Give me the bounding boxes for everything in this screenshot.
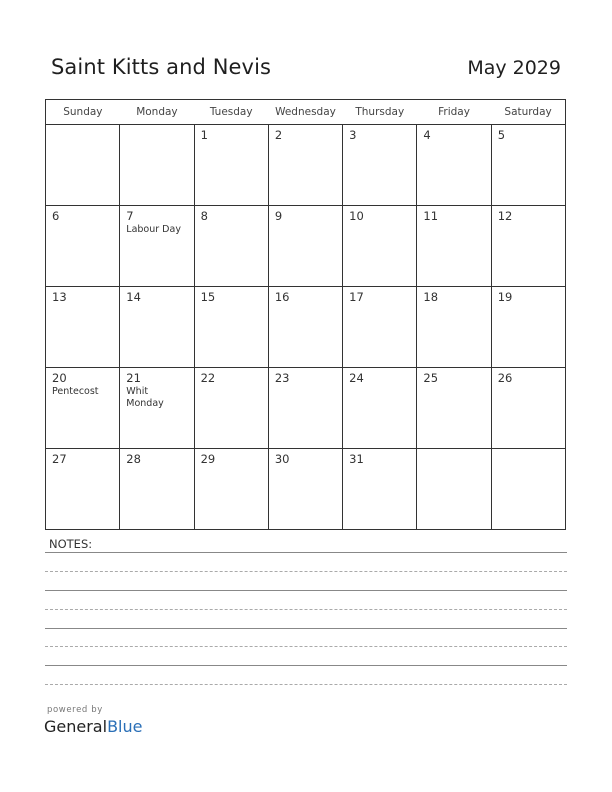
month-year-title: May 2029 [467, 57, 561, 79]
day-number: 19 [497, 290, 513, 304]
day-number: 12 [497, 209, 513, 223]
day-cell [268, 287, 342, 368]
day-number: 25 [423, 371, 439, 385]
holiday-label: Whit Monday [126, 386, 164, 409]
brand-blue: Blue [107, 717, 143, 736]
week-row [46, 206, 566, 287]
day-cell [417, 287, 491, 368]
day-cell [46, 206, 120, 287]
day-cell [491, 368, 565, 449]
day-number: 10 [349, 209, 364, 223]
day-cell [417, 449, 491, 530]
calendar-grid [45, 99, 566, 530]
day-number: 7 [126, 209, 134, 223]
day-number: 29 [200, 452, 216, 466]
day-number: 22 [200, 371, 216, 385]
holiday-label: Labour Day [126, 224, 181, 235]
weekday-saturday: Saturday [491, 100, 565, 125]
day-cell [343, 287, 417, 368]
day-number: 8 [200, 209, 208, 223]
day-number: 17 [349, 290, 364, 304]
day-cell [46, 125, 120, 206]
day-number: 28 [126, 452, 141, 466]
day-cell [343, 206, 417, 287]
holiday-label: Pentecost [52, 386, 99, 397]
day-cell [120, 368, 194, 449]
weekday-sunday: Sunday [46, 100, 120, 125]
day-cell [194, 287, 268, 368]
notes-line [45, 590, 567, 591]
day-cell [194, 368, 268, 449]
notes-line [45, 552, 567, 553]
day-number: 21 [126, 371, 141, 385]
day-cell [46, 368, 120, 449]
weekday-thursday: Thursday [343, 100, 417, 125]
day-number: 5 [497, 128, 506, 142]
day-number: 1 [200, 128, 208, 142]
week-row [46, 449, 566, 530]
weekday-wednesday: Wednesday [268, 100, 342, 125]
day-cell [343, 449, 417, 530]
brand-general: General [44, 717, 108, 736]
day-number: 20 [52, 371, 67, 385]
day-cell [343, 368, 417, 449]
day-cell [120, 449, 194, 530]
week-row [46, 287, 566, 368]
day-number: 6 [52, 209, 60, 223]
day-cell [46, 287, 120, 368]
day-cell [268, 206, 342, 287]
notes-line [45, 571, 567, 572]
day-cell [417, 125, 491, 206]
week-row [46, 125, 566, 206]
notes-label: NOTES: [49, 537, 93, 551]
day-cell [417, 368, 491, 449]
day-number: 30 [274, 452, 290, 466]
notes-line [45, 684, 567, 685]
day-cell [491, 125, 565, 206]
day-number: 16 [274, 290, 290, 304]
day-cell [491, 449, 565, 530]
day-cell [268, 125, 342, 206]
notes-line [45, 665, 567, 666]
day-cell [120, 125, 194, 206]
day-number: 27 [52, 452, 67, 466]
day-number: 11 [423, 209, 439, 223]
country-title: Saint Kitts and Nevis [51, 55, 272, 79]
day-cell [120, 206, 194, 287]
day-number: 26 [497, 371, 513, 385]
notes-line [45, 609, 567, 610]
week-row [46, 368, 566, 449]
day-cell [46, 449, 120, 530]
day-number: 18 [423, 290, 439, 304]
day-number: 24 [349, 371, 364, 385]
powered-by-text: powered by [47, 705, 103, 715]
notes-line [45, 646, 567, 647]
day-cell [268, 449, 342, 530]
day-cell [491, 287, 565, 368]
day-number: 13 [52, 290, 67, 304]
day-number: 15 [200, 290, 216, 304]
day-cell [194, 125, 268, 206]
day-cell [417, 206, 491, 287]
day-cell [268, 368, 342, 449]
day-number: 4 [423, 128, 431, 142]
day-number: 14 [126, 290, 141, 304]
weekday-friday: Friday [417, 100, 491, 125]
generalblue-logo [44, 717, 142, 736]
day-cell [194, 206, 268, 287]
day-cell [194, 449, 268, 530]
notes-line [45, 628, 567, 629]
day-number: 31 [349, 452, 364, 466]
day-cell [120, 287, 194, 368]
day-number: 2 [274, 128, 283, 142]
weekday-header-row [46, 100, 566, 125]
weekday-monday: Monday [120, 100, 194, 125]
day-cell [343, 125, 417, 206]
day-number: 23 [274, 371, 290, 385]
day-number: 3 [349, 128, 357, 142]
weekday-tuesday: Tuesday [194, 100, 268, 125]
day-cell [491, 206, 565, 287]
day-number: 9 [274, 209, 283, 223]
